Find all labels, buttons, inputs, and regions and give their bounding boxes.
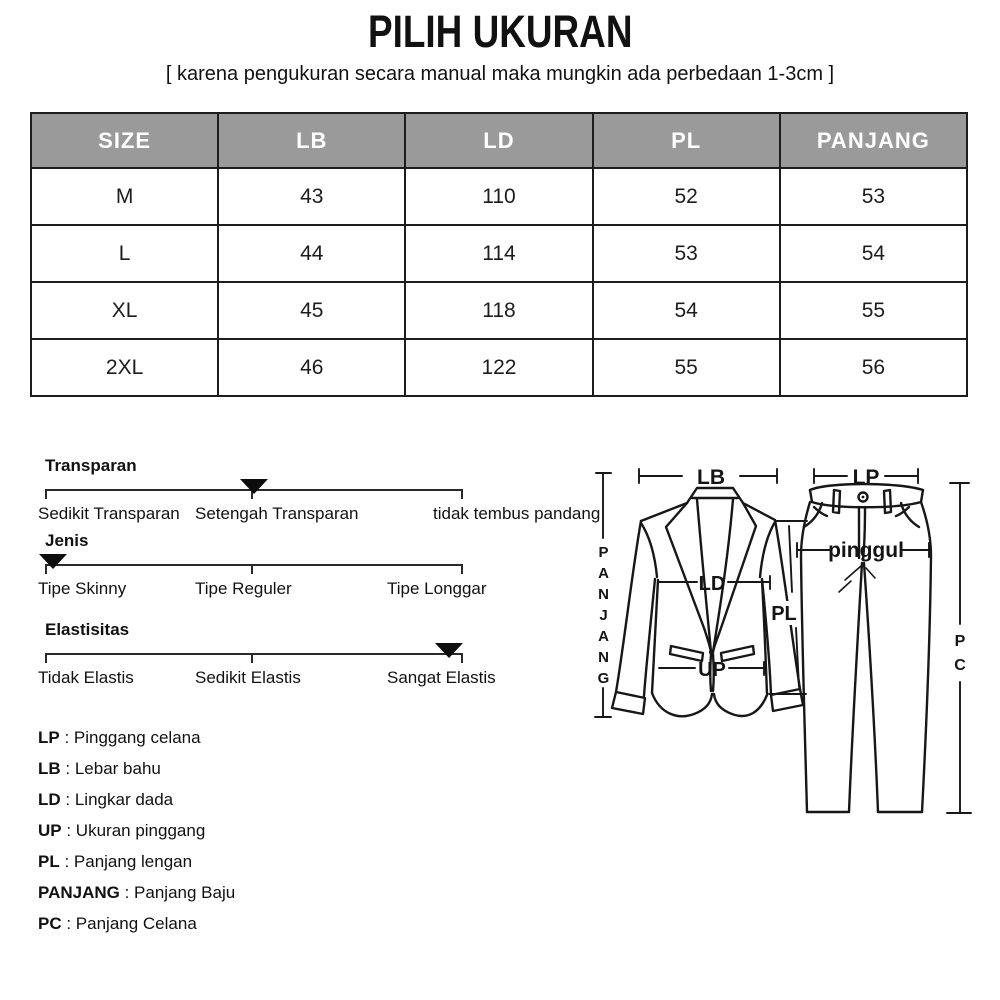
legend-separator: :	[60, 790, 75, 809]
cell-panjang: 53	[780, 168, 967, 225]
legend-separator: :	[61, 821, 76, 840]
legend-abbr: LP	[38, 728, 60, 747]
measurement-diagram	[585, 440, 985, 832]
table-row	[31, 339, 967, 396]
legend-desc: Lingkar dada	[74, 790, 174, 809]
legend-desc: Panjang Baju	[134, 883, 236, 902]
lb-label: LB	[697, 466, 725, 489]
legend-separator: :	[61, 914, 76, 933]
triangle-marker-icon	[435, 643, 463, 658]
legend-abbr: LB	[38, 759, 61, 778]
cell-pl: 52	[593, 168, 780, 225]
legend-desc: Panjang Celana	[75, 914, 197, 933]
tick-middle	[251, 564, 253, 574]
up-label: UP	[698, 659, 726, 681]
scale-title: Transparan	[45, 456, 137, 475]
col-header-pl: PL	[593, 113, 780, 168]
cell-size: XL	[31, 282, 218, 339]
scale-label-mid: Setengah Transparan	[195, 504, 359, 523]
scale-track	[38, 643, 600, 668]
legend-desc: Lebar bahu	[74, 759, 161, 778]
legend-abbr: PL	[38, 852, 60, 871]
tick-left	[45, 653, 47, 663]
cell-panjang: 54	[780, 225, 967, 282]
legend-desc: Panjang lengan	[73, 852, 193, 871]
legend-item	[38, 846, 235, 877]
pinggul-label: pinggul	[828, 539, 904, 562]
legend-separator: :	[60, 759, 75, 778]
legend-abbr: UP	[38, 821, 62, 840]
cell-panjang: 56	[780, 339, 967, 396]
legend-separator: :	[119, 883, 135, 902]
cell-ld: 110	[405, 168, 592, 225]
scale-label-high: Tipe Longgar	[387, 579, 487, 598]
scale-track	[38, 554, 600, 579]
cell-size: M	[31, 168, 218, 225]
ld-label: LD	[698, 573, 726, 595]
table-row	[31, 225, 967, 282]
legend-desc: Ukuran pinggang	[75, 821, 206, 840]
abbreviation-legend	[38, 722, 235, 939]
tick-left	[45, 489, 47, 499]
scale-line	[45, 653, 462, 655]
scale-track	[38, 479, 600, 504]
scale-elastisitas	[38, 620, 600, 690]
cell-pl: 55	[593, 339, 780, 396]
legend-item	[38, 784, 235, 815]
scale-jenis	[38, 531, 600, 601]
legend-item	[38, 753, 235, 784]
legend-abbr: PC	[38, 914, 62, 933]
scale-label-low: Tidak Elastis	[38, 668, 134, 687]
cell-ld: 114	[405, 225, 592, 282]
page-title	[0, 6, 1000, 58]
pants-measure-lines	[797, 469, 971, 813]
legend-abbr: PANJANG	[38, 883, 120, 902]
legend-abbr: LD	[38, 790, 61, 809]
cell-size: 2XL	[31, 339, 218, 396]
cell-panjang: 55	[780, 282, 967, 339]
scale-label-mid: Tipe Reguler	[195, 579, 292, 598]
panjang-vertical-label: P A N J A N G	[597, 544, 610, 687]
tick-right	[461, 564, 463, 574]
lp-label: LP	[852, 466, 880, 489]
cell-lb: 45	[218, 282, 405, 339]
legend-item	[38, 908, 235, 939]
tick-right	[461, 489, 463, 499]
scale-label-mid: Sedikit Elastis	[195, 668, 301, 687]
legend-item	[38, 815, 235, 846]
pl-label: PL	[771, 603, 797, 625]
pants-outline-icon	[801, 484, 931, 812]
legend-separator: :	[59, 728, 74, 747]
page-title-text: PILIH UKURAN	[367, 6, 633, 57]
cell-pl: 54	[593, 282, 780, 339]
col-header-size: SIZE	[31, 113, 218, 168]
cell-lb: 46	[218, 339, 405, 396]
col-header-panjang: PANJANG	[780, 113, 967, 168]
scale-title: Jenis	[45, 531, 89, 550]
scale-transparan	[38, 456, 600, 526]
scale-label-low: Tipe Skinny	[38, 579, 127, 598]
cell-lb: 44	[218, 225, 405, 282]
legend-desc: Pinggang celana	[73, 728, 201, 747]
pc-vertical-label: P C	[954, 633, 966, 674]
legend-separator: :	[59, 852, 74, 871]
col-header-ld: LD	[405, 113, 592, 168]
cell-pl: 53	[593, 225, 780, 282]
scale-line	[45, 564, 462, 566]
cell-ld: 122	[405, 339, 592, 396]
cell-ld: 118	[405, 282, 592, 339]
col-header-lb: LB	[218, 113, 405, 168]
triangle-marker-icon	[240, 479, 268, 494]
scale-title: Elastisitas	[45, 620, 130, 639]
table-row	[31, 282, 967, 339]
scale-label-high: Sangat Elastis	[387, 668, 496, 687]
size-table-header-row	[31, 113, 967, 168]
legend-item	[38, 877, 235, 908]
triangle-marker-icon	[39, 554, 67, 569]
size-table	[30, 112, 968, 397]
page-subtitle: [ karena pengukuran secara manual maka mungkin ada perbedaan 1-3cm ]	[165, 63, 835, 85]
cell-size: L	[31, 225, 218, 282]
tick-middle	[251, 653, 253, 663]
cell-lb: 43	[218, 168, 405, 225]
legend-item	[38, 722, 235, 753]
scale-label-high: tidak tembus pandang	[433, 504, 601, 523]
scale-label-low: Sedikit Transparan	[38, 504, 180, 523]
table-row	[31, 168, 967, 225]
